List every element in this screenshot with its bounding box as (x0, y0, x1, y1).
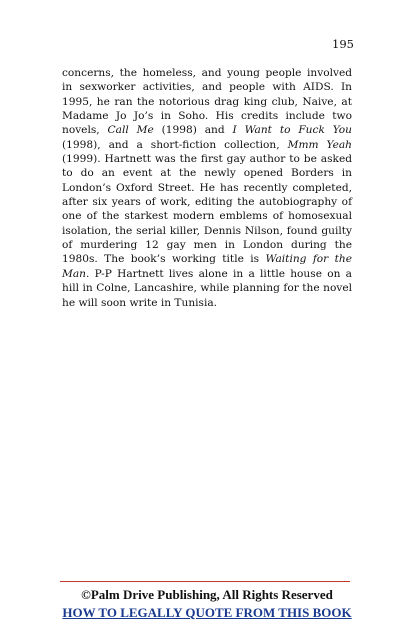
footer-divider (60, 581, 350, 582)
body-text-segment: (1998) and (153, 124, 233, 137)
page-number: 195 (332, 37, 354, 51)
book-title-mmm-yeah: Mmm Yeah (287, 138, 352, 151)
body-text-segment: . P-P Hartnett lives alone in a little house on a hill in Colne, Lancashire, while planning for the novel he will soon write in Tunisia. (62, 267, 352, 309)
body-paragraph (62, 66, 352, 310)
body-text-segment: concerns, the homeless, and young people involved in sexworker activities, and people with AIDS. In 1995, he ran the notorious drag king club, Naive, at Madame Jo Jo’s in Soho. His credits include two novels, (62, 67, 352, 137)
book-title-i-want-to: I Want to Fuck You (232, 124, 353, 137)
body-text-segment: (1999). Hartnett was the first gay author to be asked to do an event at the newly opened Borders in London’s Oxford Street. He has recently completed, after six years of work, editing the autobiography of one of the starkest modern emblems of homosexual isolation, the serial killer, Dennis Nilson, found guilty of murdering 12 gay men in London during the 1980s. The book’s working title is (62, 153, 352, 266)
legal-quote-link[interactable]: HOW TO LEGALLY QUOTE FROM THIS BOOK (62, 605, 352, 620)
body-text-segment: (1998), and a short-fiction collection, (62, 138, 288, 151)
copyright-notice: ©Palm Drive Publishing, All Rights Reserved (81, 587, 333, 602)
book-title-call-me: Call Me (107, 124, 154, 137)
book-title-waiting-for-the-man: Waiting for the Man (62, 253, 352, 280)
